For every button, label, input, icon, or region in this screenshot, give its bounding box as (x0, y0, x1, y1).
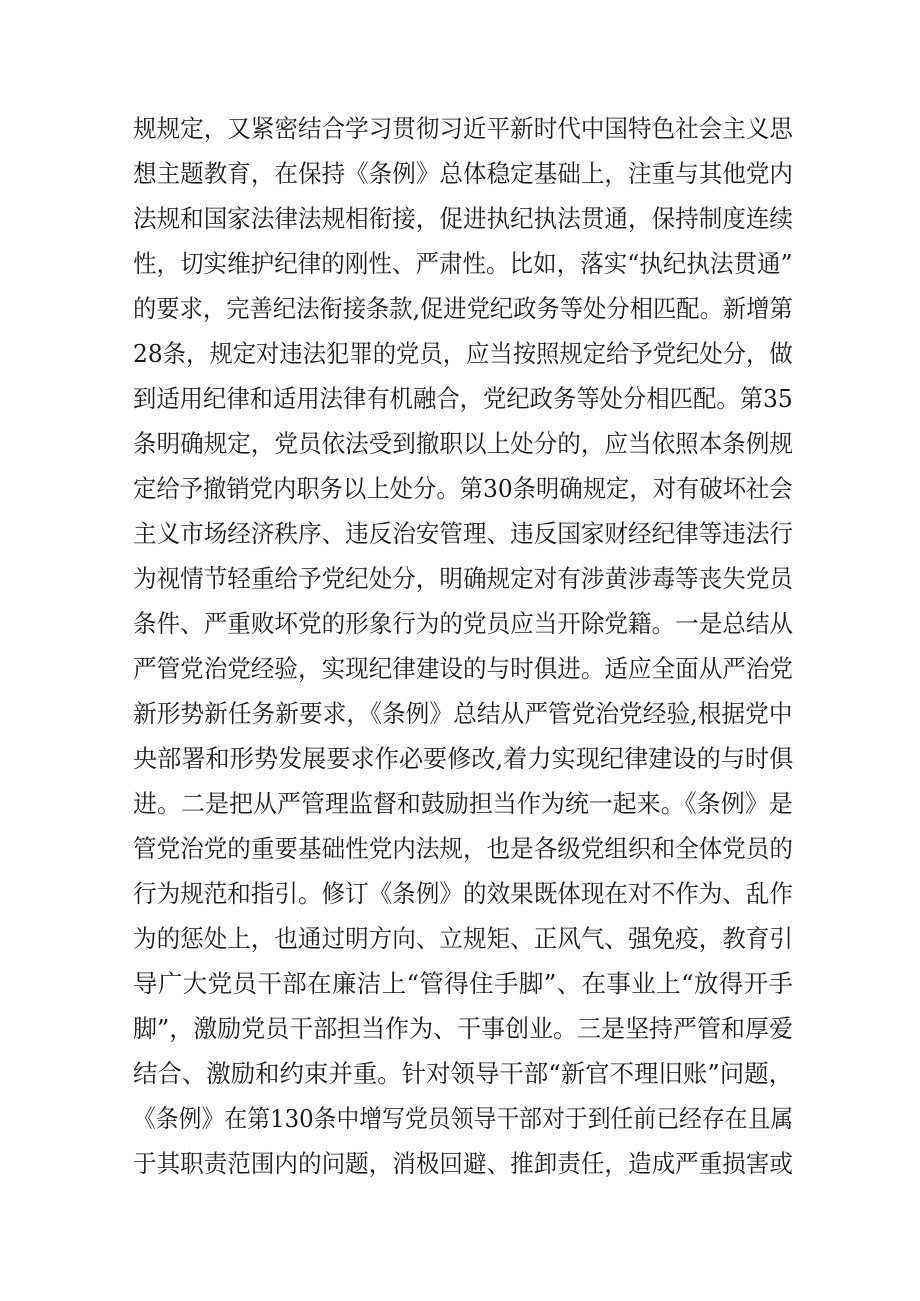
text-line-15: 央部署和形势发展要求作必要修改,着力实现纪律建设的与时俱 (133, 744, 794, 773)
text-line-10: 主义市场经济秩序、违反治安管理、违反国家财经纪律等违法行 (133, 519, 794, 548)
text-line-20: 导广大党员干部在廉洁上“管得住手脚”、在事业上“放得开手 (133, 969, 793, 998)
text-line-17: 管党治党的重要基础性党内法规，也是各级党组织和全体党员的 (133, 834, 794, 863)
text-line-2: 想主题教育，在保持《条例》总体稳定基础上，注重与其他党内 (133, 159, 794, 188)
text-line-14: 新形势新任务新要求，《条例》总结从严管党治党经验,根据党中 (133, 699, 793, 728)
text-line-11: 为视情节轻重给予党纪处分，明确规定对有涉黄涉毒等丧失党员 (133, 564, 794, 593)
text-line-19: 为的惩处上，也通过明方向、立规矩、正风气、强免疫，教育引 (133, 924, 794, 953)
text-line-5: 的要求，完善纪法衔接条款,促进党纪政务等处分相匹配。新增第 (133, 294, 793, 323)
text-line-7: 到适用纪律和适用法律有机融合，党纪政务等处分相匹配。第35 (133, 384, 793, 413)
text-line-16: 进。二是把从严管理监督和鼓励担当作为统一起来。《条例》是 (133, 789, 793, 818)
text-line-22: 结合、激励和约束并重。针对领导干部“新官不理旧账”问题， (133, 1059, 794, 1088)
text-line-1: 规规定，又紧密结合学习贯彻习近平新时代中国特色社会主义思 (133, 114, 794, 143)
text-line-18: 行为规范和指引。修订《条例》的效果既体现在对不作为、乱作 (133, 879, 794, 908)
text-line-6: 28条，规定对违法犯罪的党员，应当按照规定给予党纪处分，做 (133, 339, 793, 368)
text-line-13: 严管党治党经验，实现纪律建设的与时俱进。适应全面从严治党 (133, 654, 794, 683)
body-text (133, 106, 793, 1186)
text-line-4: 性，切实维护纪律的刚性、严肃性。比如，落实“执纪执法贯通” (133, 249, 793, 278)
text-line-8: 条明确规定，党员依法受到撤职以上处分的，应当依照本条例规 (133, 429, 794, 458)
text-line-12: 条件、严重败坏党的形象行为的党员应当开除党籍。一是总结从 (133, 609, 794, 638)
text-line-23: 《条例》在第130条中增写党员领导干部对于到任前已经存在且属 (133, 1104, 794, 1133)
text-line-3: 法规和国家法律法规相衔接，促进执纪执法贯通，保持制度连续 (133, 204, 794, 233)
text-line-21: 脚”，激励党员干部担当作为、干事创业。三是坚持严管和厚爱 (133, 1014, 794, 1043)
text-line-24: 于其职责范围内的问题，消极回避、推卸责任，造成严重损害或 (133, 1149, 794, 1178)
text-line-9: 定给予撤销党内职务以上处分。第30条明确规定，对有破坏社会 (133, 474, 793, 503)
